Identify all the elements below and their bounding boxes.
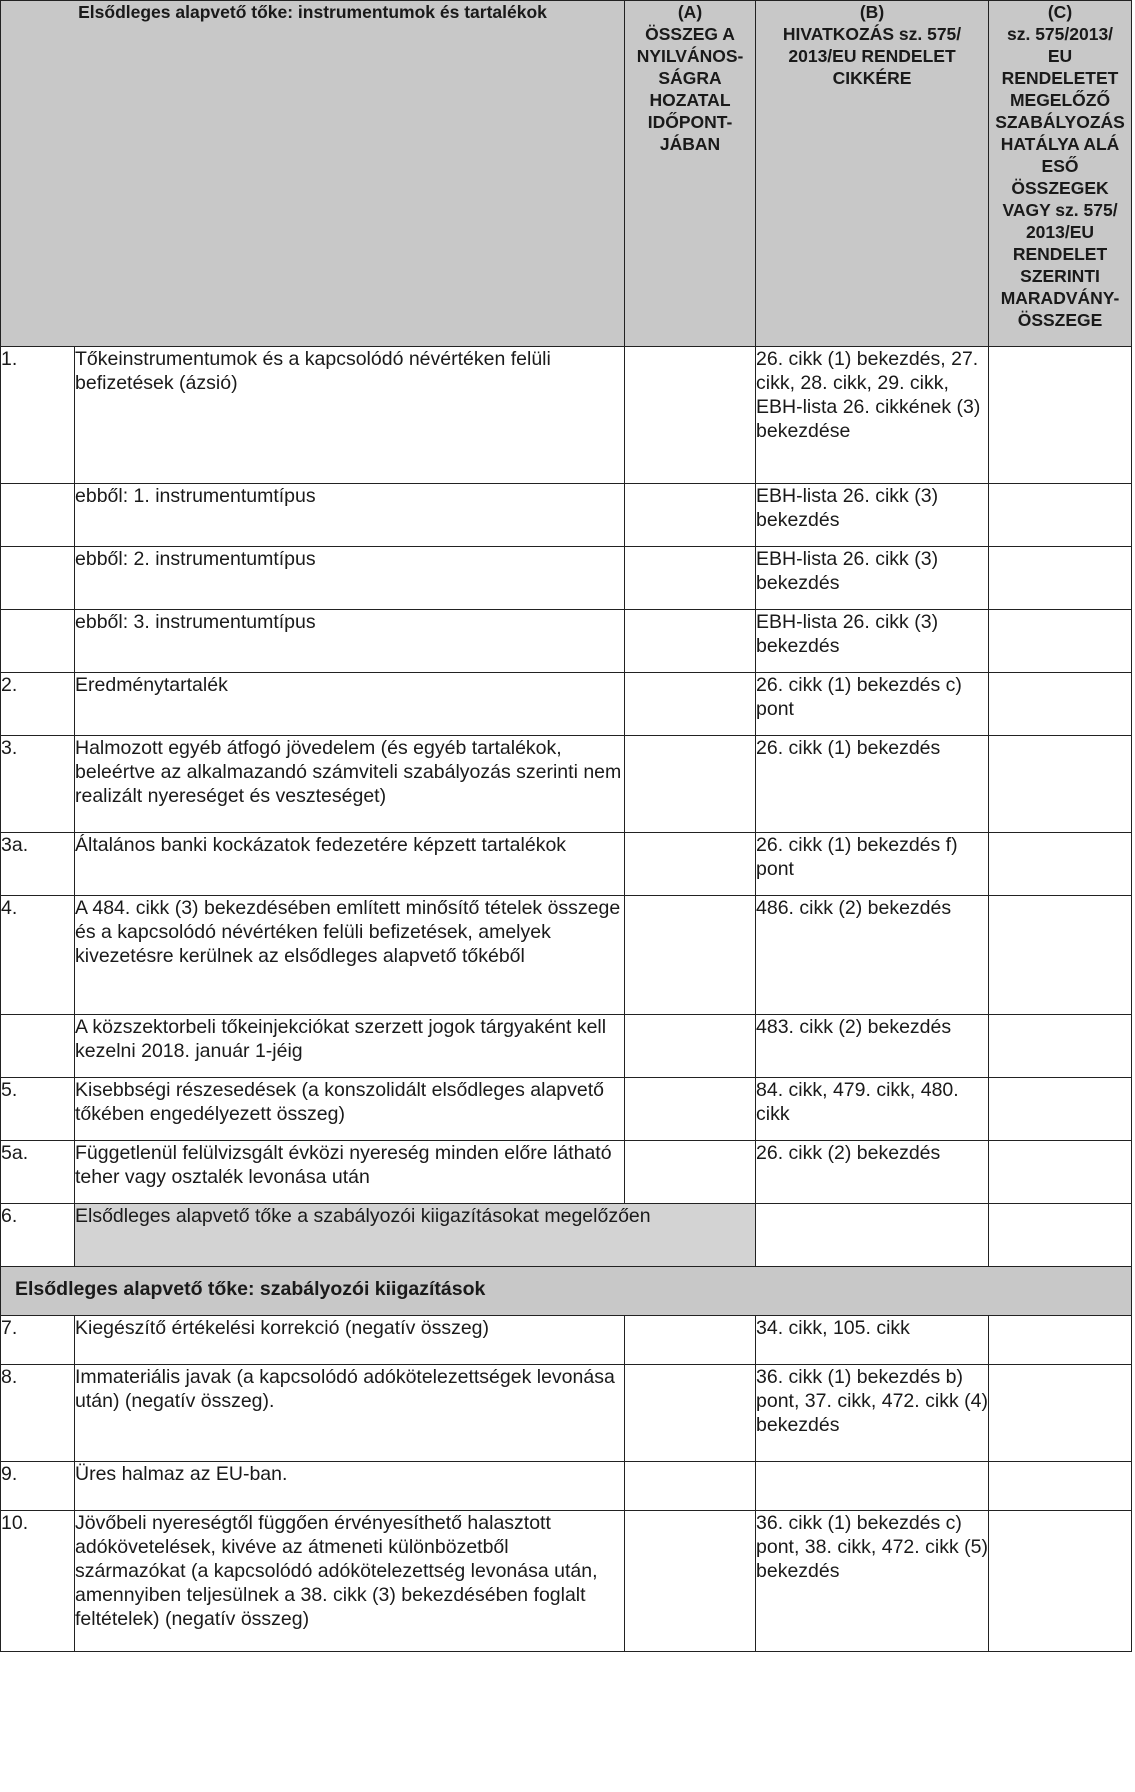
table-row [1,833,1132,896]
amount-cell [625,1141,756,1204]
amount-cell [625,736,756,833]
residual-cell [989,1015,1132,1078]
amount-cell [625,610,756,673]
amount-cell [625,484,756,547]
amount-cell [625,896,756,1015]
row-number [1,610,75,673]
reference-cell: 483. cikk (2) bekezdés [756,1015,989,1078]
row-number: 3a. [1,833,75,896]
row-description: A közszektorbeli tőkeinjekciókat szerzett jogok tárgyaként kell kezelni 2018. január 1-jéig [75,1015,625,1078]
column-b-header: (B) HIVATKOZÁS sz. 575/ 2013/EU RENDELET CIKKÉRE [756,1,989,347]
residual-cell [989,1511,1132,1652]
residual-cell [989,1141,1132,1204]
reference-cell: 26. cikk (1) bekezdés f) pont [756,833,989,896]
amount-cell [625,1316,756,1365]
residual-cell [989,1365,1132,1462]
reference-cell: 26. cikk (1) bekezdés [756,736,989,833]
row-description: Kisebbségi részesedések (a konszolidált elsődleges alapvető tőkében engedélyezett összeg) [75,1078,625,1141]
reference-cell: 84. cikk, 479. cikk, 480. cikk [756,1078,989,1141]
row-number: 9. [1,1462,75,1511]
residual-cell [989,347,1132,484]
table-row [1,1141,1132,1204]
row-number [1,1015,75,1078]
row-description: Kiegészítő értékelési korrekció (negatív összeg) [75,1316,625,1365]
table-row [1,610,1132,673]
amount-cell [625,673,756,736]
row-number: 8. [1,1365,75,1462]
amount-cell [625,547,756,610]
residual-cell [989,833,1132,896]
row-number [1,484,75,547]
table-row [1,1015,1132,1078]
residual-cell [989,484,1132,547]
table-title: Elsődleges alapvető tőke: instrumentumok és tartalékok [1,1,625,347]
table-row [1,1365,1132,1462]
reference-cell: 34. cikk, 105. cikk [756,1316,989,1365]
table-row [1,1078,1132,1141]
row-description: ebből: 2. instrumentumtípus [75,547,625,610]
table-row [1,896,1132,1015]
amount-cell [625,833,756,896]
amount-cell [625,1365,756,1462]
row-number: 10. [1,1511,75,1652]
row-number: 6. [1,1204,75,1267]
section-title: Elsődleges alapvető tőke: szabályozói kiigazítások [1,1267,1132,1316]
row-description: ebből: 3. instrumentumtípus [75,610,625,673]
reference-cell: 26. cikk (1) bekezdés c) pont [756,673,989,736]
reference-cell: EBH-lista 26. cikk (3) bekezdés [756,484,989,547]
reference-cell: EBH-lista 26. cikk (3) bekezdés [756,610,989,673]
table-row [1,673,1132,736]
row-description: Elsődleges alapvető tőke a szabályozói kiigazításokat megelőzően [75,1204,756,1267]
amount-cell [625,347,756,484]
reference-cell: 26. cikk (2) bekezdés [756,1141,989,1204]
reference-cell: 26. cikk (1) bekezdés, 27. cikk, 28. cikk, 29. cikk, EBH-lista 26. cikkének (3) bekezdése [756,347,989,484]
table-row [1,1511,1132,1652]
residual-cell [989,1078,1132,1141]
row-number: 5. [1,1078,75,1141]
row-description: Üres halmaz az EU-ban. [75,1462,625,1511]
table-row [1,736,1132,833]
row-number: 4. [1,896,75,1015]
header-row [1,1,1132,347]
column-c-header: (C) sz. 575/2013/ EU RENDELETET MEGELŐZŐ SZABÁLYOZÁS HATÁLYA ALÁ ESŐ ÖSSZEGEK VAGY sz. 575/ 2013/EU RENDELET SZERINTI MARADVÁNY- ÖSSZEGE [989,1,1132,347]
residual-cell [989,1316,1132,1365]
row-number [1,547,75,610]
residual-cell [989,547,1132,610]
row-number: 1. [1,347,75,484]
table-row [1,547,1132,610]
row-description: Tőkeinstrumentumok és a kapcsolódó névértéken felüli befizetések (ázsió) [75,347,625,484]
row-number: 5a. [1,1141,75,1204]
reference-cell: 36. cikk (1) bekezdés b) pont, 37. cikk, 472. cikk (4) bekezdés [756,1365,989,1462]
row-number: 7. [1,1316,75,1365]
row-number: 2. [1,673,75,736]
row-description: Halmozott egyéb átfogó jövedelem (és egyéb tartalékok, beleértve az alkalmazandó számviteli szabályozás szerinti nem realizált nyereséget és veszteséget) [75,736,625,833]
row-description: Általános banki kockázatok fedezetére képzett tartalékok [75,833,625,896]
residual-cell [989,1204,1132,1267]
table-row [1,1204,1132,1267]
amount-cell [625,1511,756,1652]
column-a-header: (A) ÖSSZEG A NYILVÁNOS- SÁGRA HOZATAL IDŐPONT- JÁBAN [625,1,756,347]
reference-cell: EBH-lista 26. cikk (3) bekezdés [756,547,989,610]
reference-cell: 486. cikk (2) bekezdés [756,896,989,1015]
row-description: A 484. cikk (3) bekezdésében említett minősítő tételek összege és a kapcsolódó névértéken felüli befizetések, amelyek kivezetésre kerülnek az elsődleges alapvető tőkéből [75,896,625,1015]
row-description: Immateriális javak (a kapcsolódó adókötelezettségek levonása után) (negatív összeg). [75,1365,625,1462]
residual-cell [989,673,1132,736]
residual-cell [989,610,1132,673]
reference-cell [756,1462,989,1511]
amount-cell [625,1078,756,1141]
amount-cell [625,1462,756,1511]
table-row [1,484,1132,547]
table-row [1,1462,1132,1511]
reference-cell [756,1204,989,1267]
residual-cell [989,896,1132,1015]
reference-cell: 36. cikk (1) bekezdés c) pont, 38. cikk, 472. cikk (5) bekezdés [756,1511,989,1652]
table-row [1,347,1132,484]
amount-cell [625,1015,756,1078]
row-description: Jövőbeli nyereségtől függően érvényesíthető halasztott adókövetelések, kivéve az átmeneti különbözetből származókat (a kapcsolódó adókötelezettség levonása után, amennyiben teljesülnek a 38. cikk (3) bekezdésében foglalt feltételek) (negatív összeg) [75,1511,625,1652]
section-header-row [1,1267,1132,1316]
row-number: 3. [1,736,75,833]
row-description: ebből: 1. instrumentumtípus [75,484,625,547]
residual-cell [989,1462,1132,1511]
row-description: Függetlenül felülvizsgált évközi nyereség minden előre látható teher vagy osztalék levonása után [75,1141,625,1204]
row-description: Eredménytartalék [75,673,625,736]
table-row [1,1316,1132,1365]
residual-cell [989,736,1132,833]
